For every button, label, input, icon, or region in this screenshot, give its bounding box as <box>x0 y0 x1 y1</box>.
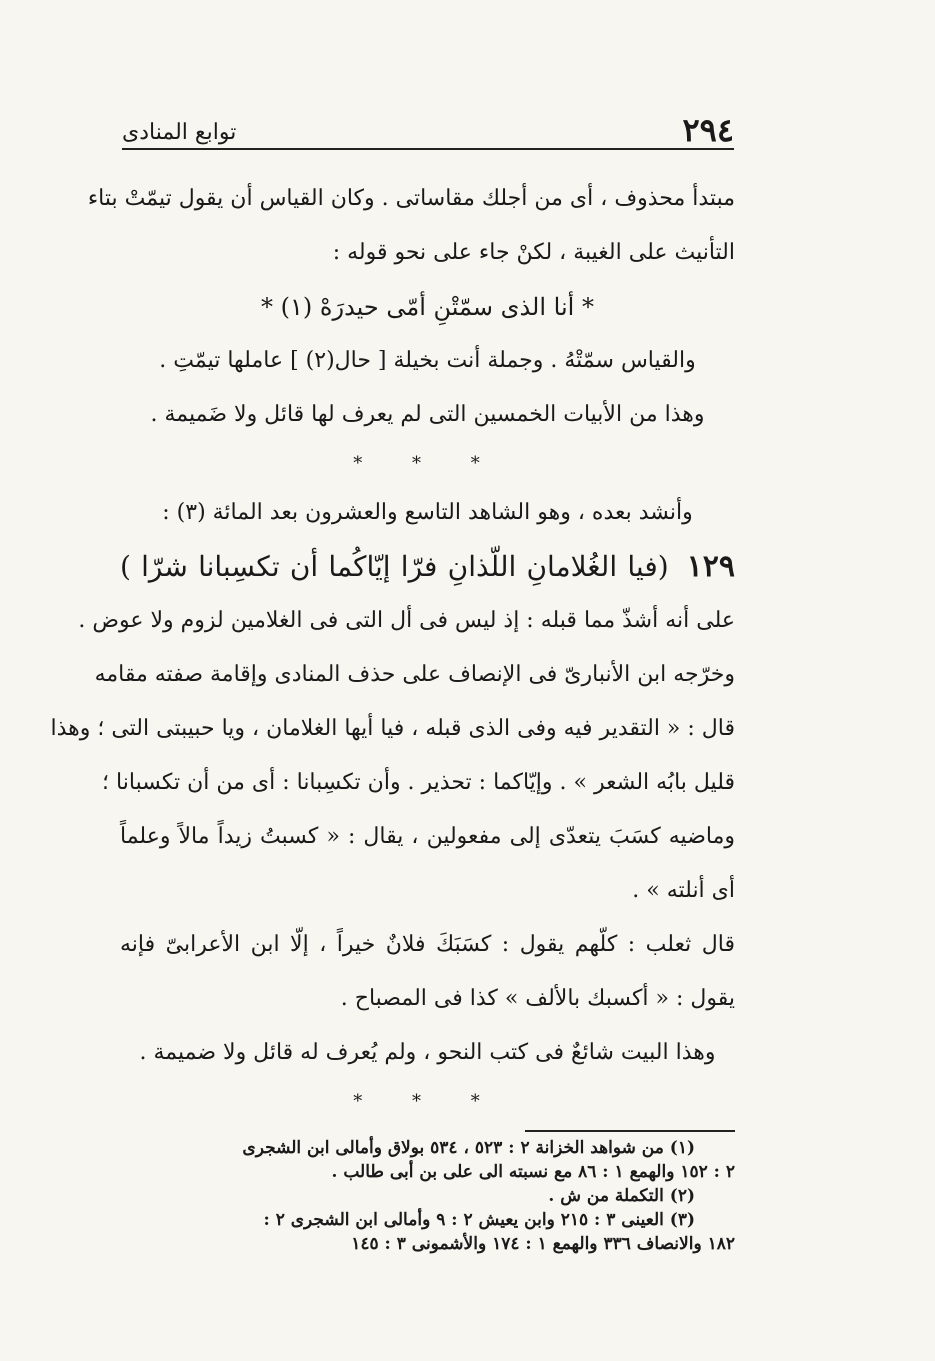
witness-open-paren: ( <box>657 550 669 583</box>
section-separator: * * * <box>353 1091 502 1112</box>
text-line: والقياس سمّتْهُ . وجملة أنت بخيلة [ حال(٢) ] عاملها تيمّتِ . <box>159 348 696 373</box>
page-header <box>122 108 734 150</box>
verse-line: * أنا الذى سمّتْنِ أمّى حيدرَهْ (١) * <box>261 293 594 321</box>
witness-number: ١٢٩ <box>686 549 735 584</box>
running-title: توابع المنادى <box>122 120 237 145</box>
text-line: وهذا من الأبيات الخمسين التى لم يعرف لها قائل ولا ضَميمة . <box>150 402 705 427</box>
footnote-line: (١) من شواهد الخزانة ٢ : ٥٢٣ ، ٥٣٤ بولاق وأمالى ابن الشجرى <box>242 1138 695 1158</box>
footnote-line: ٢ : ١٥٢ والهمع ١ : ٨٦ مع نسبته الى على بن أبى طالب . <box>331 1162 735 1182</box>
footnote-line: (٣) العينى ٣ : ٢١٥ وابن يعيش ٢ : ٩ وأمالى ابن الشجرى ٢ : <box>263 1210 695 1230</box>
page-number: ٢٩٤ <box>682 111 734 149</box>
text-line: التأنيث على الغيبة ، لكنْ جاء على نحو قوله : <box>332 240 735 265</box>
text-line: وهذا البيت شائعٌ فى كتب النحو ، ولم يُعرف له قائل ولا ضميمة . <box>139 1040 716 1065</box>
main-text <box>50 172 735 1256</box>
text-line: يقول : « أكسبك بالألف » كذا فى المصباح . <box>340 986 735 1011</box>
text-line: وأنشد بعده ، وهو الشاهد التاسع والعشرون بعد المائة (٣) : <box>162 500 693 525</box>
text-line: مبتدأ محذوف ، أى من أجلك مقاساتى . وكان القياس أن يقول تيمّتْ بتاء <box>87 186 735 211</box>
witness-text: فيا الغُلامانِ اللّذانِ فرّا إيّاكُما أن تكسِبانا شرّا ) <box>120 550 658 583</box>
text-line: على أنه أشذّ مما قبله : إذ ليس فى أل التى فى الغلامين لزوم ولا عوض . <box>78 608 735 633</box>
text-line: وخرّجه ابن الأنبارىّ فى الإنصاف على حذف المنادى وإقامة صفته مقامه <box>94 662 735 687</box>
witness-verse <box>120 540 735 594</box>
footnote-line: (٢) التكملة من ش . <box>548 1186 695 1206</box>
footnotes <box>120 1136 735 1256</box>
footnote-divider <box>525 1130 735 1132</box>
text-line: قال : « التقدير فيه وفى الذى قبله ، فيا أيها الغلامان ، ويا حبيبتى التى ؛ وهذا <box>50 716 735 741</box>
text-line: قال ثعلب : كلّهم يقول : كسَبَكَ فلانٌ خيراً ، إلّا ابن الأعرابىّ فإنه <box>120 932 735 957</box>
text-line: قليل بابُه الشعر » . وإيّاكما : تحذير . وأن تكسِبانا : أى من أن تكسبانا ؛ <box>102 770 735 795</box>
footnote-line: ١٨٢ والانصاف ٣٣٦ والهمع ١ : ١٧٤ والأشمونى ٣ : ١٤٥ <box>351 1234 735 1254</box>
text-line: وماضيه كسَبَ يتعدّى إلى مفعولين ، يقال : « كسبتُ زيداً مالاً وعلماً <box>120 824 735 849</box>
section-separator: * * * <box>353 453 502 474</box>
text-line: أى أنلته » . <box>632 878 735 903</box>
